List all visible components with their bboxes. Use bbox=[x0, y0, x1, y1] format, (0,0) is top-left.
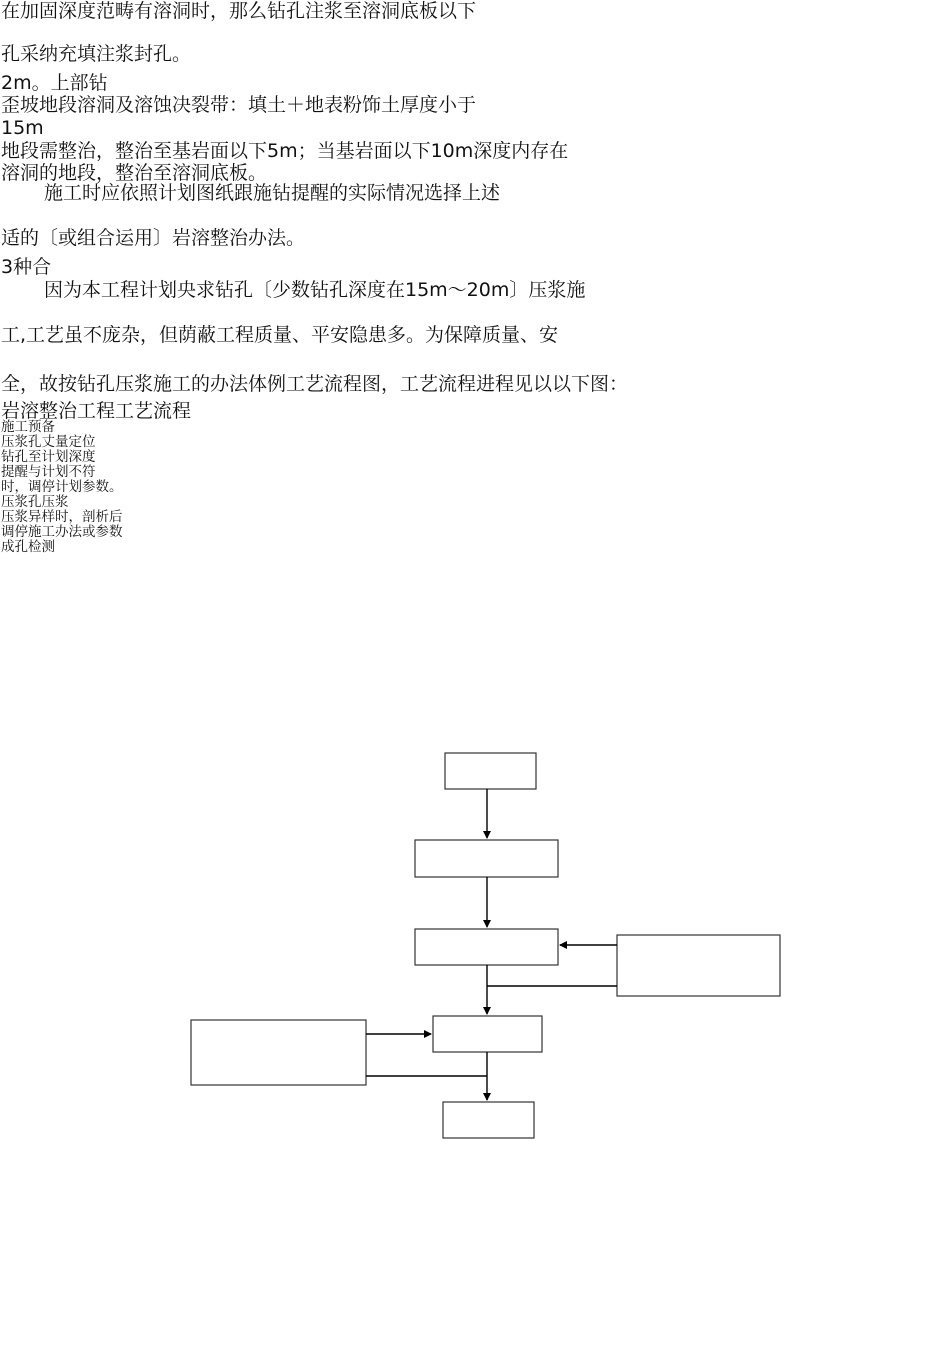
flow-box-inspect bbox=[443, 1102, 534, 1138]
paragraph-line: 溶洞的地段，整治至溶洞底板。 bbox=[1, 162, 268, 184]
paragraph-line: 2m。上部钻 bbox=[1, 72, 108, 94]
paragraph-line: 歪坡地段溶洞及溶蚀决裂带：填土＋地表粉饰土厚度小于 bbox=[1, 94, 477, 116]
flow-step-label: 成孔检测 bbox=[1, 539, 55, 555]
flow-step-label: 调停施工办法或参数 bbox=[1, 524, 123, 540]
paragraph-line: 3种合 bbox=[1, 256, 52, 278]
flow-box-adjust-design bbox=[617, 935, 780, 996]
flow-step-label: 提醒与计划不符 bbox=[1, 464, 96, 480]
paragraph-line: 因为本工程计划央求钻孔〔少数钻孔深度在15m～20m〕压浆施 bbox=[44, 279, 586, 301]
paragraph-line: 全，故按钻孔压浆施工的办法体例工艺流程图，工艺流程进程见以以下图： bbox=[1, 373, 629, 395]
flow-box-locate bbox=[415, 840, 558, 877]
flow-step-label: 压浆孔丈量定位 bbox=[1, 434, 96, 450]
flow-step-label: 钻孔至计划深度 bbox=[1, 449, 96, 465]
flow-box-adjust-method bbox=[191, 1020, 366, 1085]
flow-title: 岩溶整治工程工艺流程 bbox=[1, 400, 192, 422]
flow-step-label: 压浆孔压浆 bbox=[1, 494, 69, 510]
flow-box-grout bbox=[433, 1016, 542, 1052]
paragraph-line: 施工时应依照计划图纸跟施钻提醒的实际情况选择上述 bbox=[44, 182, 501, 204]
paragraph-line: 工,工艺虽不庞杂，但荫蔽工程质量、平安隐患多。为保障质量、安 bbox=[1, 324, 559, 346]
paragraph-line: 15m bbox=[1, 117, 44, 139]
paragraph-line: 在加固深度范畴有溶洞时，那么钻孔注浆至溶洞底板以下 bbox=[1, 0, 477, 22]
flow-box-drill bbox=[415, 929, 558, 965]
flow-step-label: 压浆异样时，剖析后 bbox=[1, 509, 123, 525]
paragraph-line: 孔采纳充填注浆封孔。 bbox=[1, 43, 192, 65]
paragraph-line: 适的〔或组合运用〕岩溶整治办法。 bbox=[1, 227, 306, 249]
flow-box-prepare bbox=[445, 753, 536, 789]
paragraph-line: 地段需整治，整治至基岩面以下5m；当基岩面以下10m深度内存在 bbox=[1, 140, 569, 162]
flow-step-label: 时，调停计划参数。 bbox=[1, 479, 123, 495]
flow-step-label: 施工预备 bbox=[1, 419, 55, 435]
